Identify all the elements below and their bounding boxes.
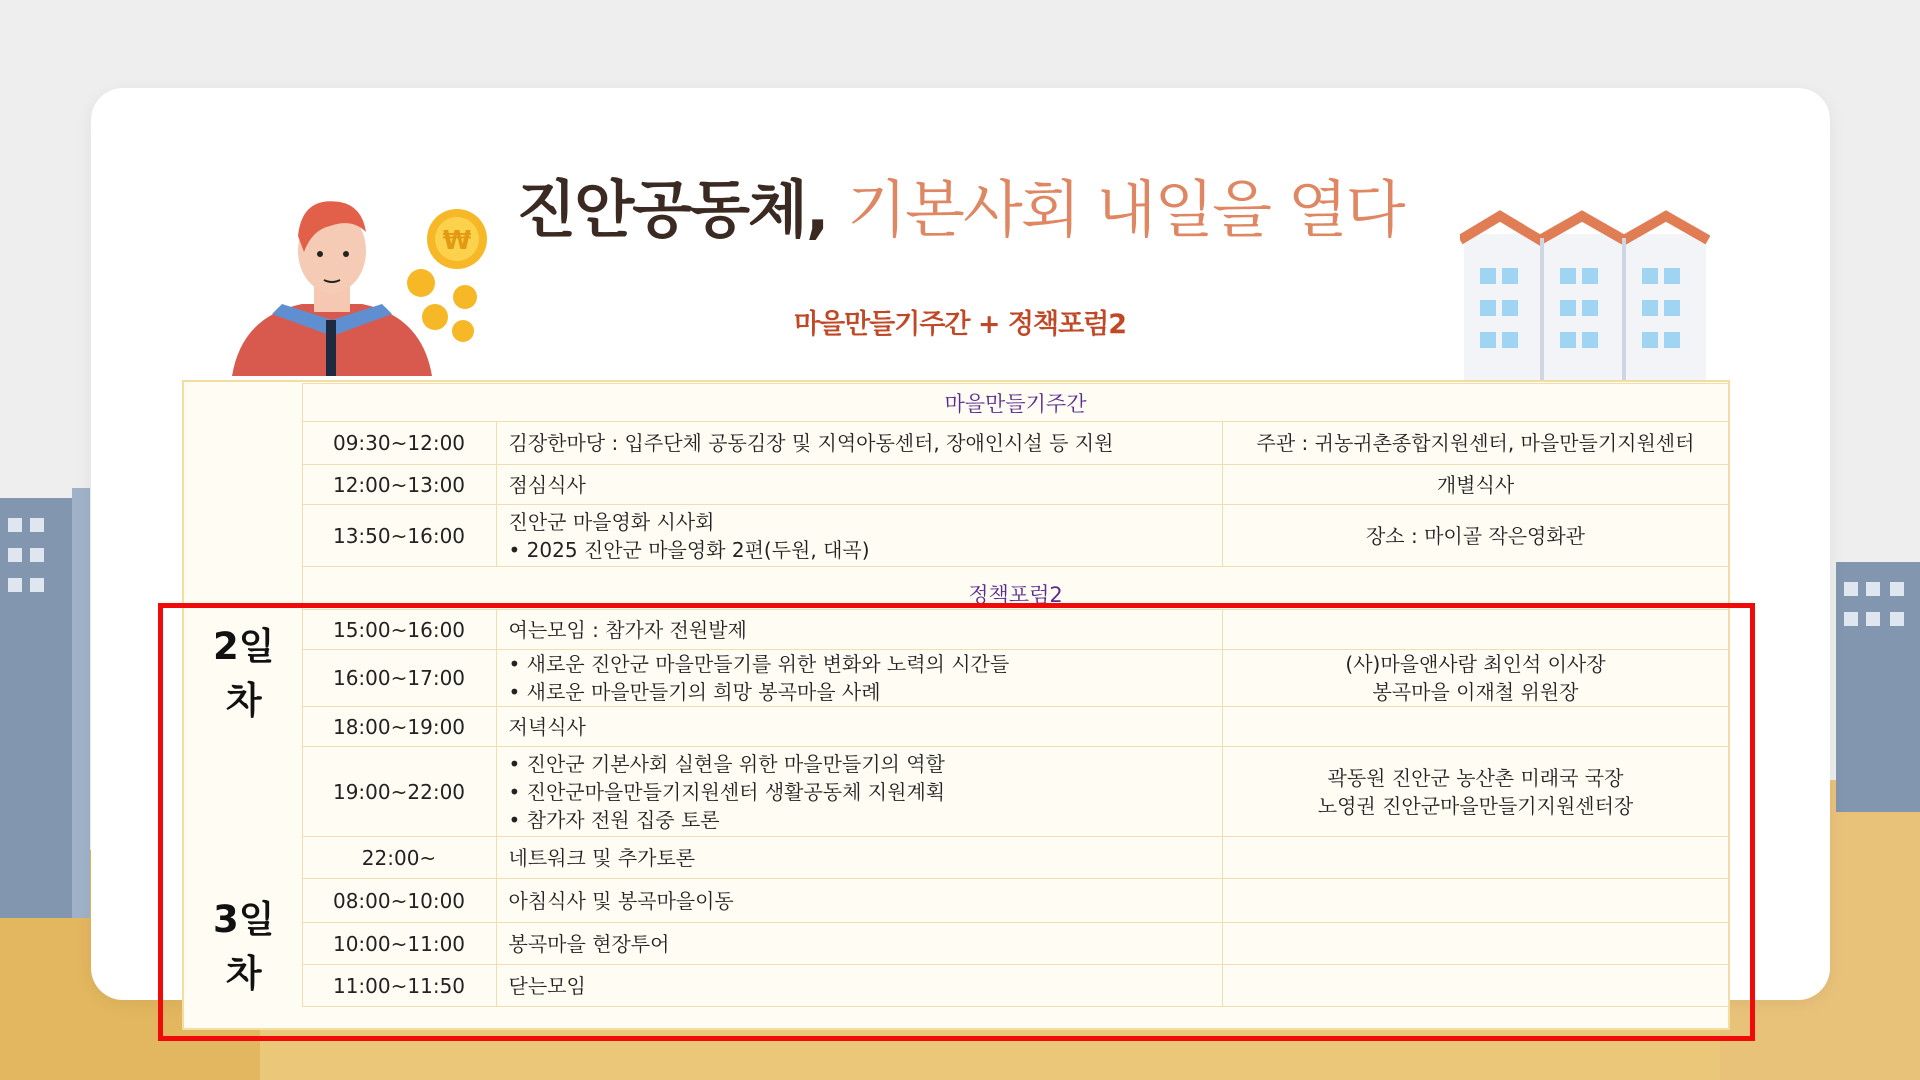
- time-cell: 12:00~13:00: [302, 465, 496, 505]
- cell-line: 봉곡마을 현장투어: [508, 931, 670, 956]
- note-cell: [1222, 879, 1729, 923]
- title-part2: 기본사회 내일을 열다: [847, 173, 1404, 246]
- program-cell: [496, 837, 1222, 879]
- time-cell: 18:00~19:00: [302, 707, 496, 747]
- time-cell: 13:50~16:00: [302, 505, 496, 567]
- day-label-day3: 3일차: [186, 879, 302, 1007]
- cell-line: 저녁식사: [508, 714, 586, 739]
- note-cell: [1222, 505, 1729, 567]
- note-cell: [1222, 650, 1729, 707]
- program-cell: [496, 747, 1222, 837]
- poster-title: [0, 160, 1920, 249]
- section-row-week: [186, 384, 1729, 422]
- left-building-decoration: [0, 498, 72, 918]
- table-row: [186, 465, 1729, 505]
- time-cell: 10:00~11:00: [302, 923, 496, 965]
- cell-line: 닫는모임: [508, 973, 586, 998]
- note-cell: [1222, 837, 1729, 879]
- note-cell: [1222, 465, 1729, 505]
- cell-line: (사)마을앤사람 최인석 이사장: [1345, 652, 1606, 676]
- time-cell: 11:00~11:50: [302, 965, 496, 1007]
- time-cell: 22:00~: [302, 837, 496, 879]
- cell-line: 점심식사: [508, 472, 586, 497]
- program-cell: [496, 610, 1222, 650]
- time-cell: 19:00~22:00: [302, 747, 496, 837]
- note-cell: [1222, 610, 1729, 650]
- program-cell: [496, 923, 1222, 965]
- day-label-day2: 2일차: [186, 610, 302, 879]
- svg-text:₩: ₩: [442, 226, 472, 256]
- table-row: [186, 610, 1729, 650]
- cell-line: • 진안군마을만들기지원센터 생활공동체 지원계획: [508, 779, 946, 804]
- section-row-forum: [186, 567, 1729, 610]
- left-building-tall: [72, 488, 90, 918]
- program-cell: [496, 505, 1222, 567]
- cell-line: 노영권 진안군마을만들기지원센터장: [1317, 793, 1634, 818]
- note-cell: [1222, 965, 1729, 1007]
- cell-line: • 새로운 진안군 마을만들기를 위한 변화와 노력의 시간들: [508, 652, 1010, 676]
- time-cell: 08:00~10:00: [302, 879, 496, 923]
- table-row: [186, 837, 1729, 879]
- cell-line: 진안군 마을영화 시사회: [508, 509, 715, 534]
- table-row: [186, 707, 1729, 747]
- time-cell: 09:30~12:00: [302, 422, 496, 465]
- note-cell: [1222, 923, 1729, 965]
- cell-line: • 2025 진안군 마을영화 2편(두원, 대곡): [508, 537, 870, 562]
- program-cell: [496, 707, 1222, 747]
- program-cell: [496, 965, 1222, 1007]
- note-cell: [1222, 422, 1729, 465]
- table-row: [186, 923, 1729, 965]
- poster-subtitle: 마을만들기주간 + 정책포럼2: [793, 309, 1127, 340]
- time-cell: 16:00~17:00: [302, 650, 496, 707]
- cell-line: 주관 : 귀농귀촌종합지원센터, 마을만들기지원센터: [1256, 431, 1695, 455]
- table-row: [186, 650, 1729, 707]
- table-row: [186, 422, 1729, 465]
- cell-line: 봉곡마을 이재철 위원장: [1372, 680, 1579, 704]
- right-building-decoration: [1836, 562, 1920, 812]
- cell-line: • 진안군 기본사회 실현을 위한 마을만들기의 역할: [508, 751, 945, 776]
- program-cell: [496, 650, 1222, 707]
- title-part1: 진안공동체,: [516, 173, 828, 246]
- note-cell: [1222, 707, 1729, 747]
- note-cell: [1222, 747, 1729, 837]
- time-cell: 15:00~16:00: [302, 610, 496, 650]
- program-cell: [496, 465, 1222, 505]
- cell-line: • 참가자 전원 집중 토론: [508, 807, 720, 832]
- table-row: [186, 505, 1729, 567]
- program-cell: [496, 879, 1222, 923]
- day-blank: [186, 384, 302, 610]
- table-row: [186, 879, 1729, 923]
- section-header: 마을만들기주간: [302, 384, 1729, 422]
- cell-line: • 새로운 마을만들기의 희망 봉곡마을 사례: [508, 680, 881, 704]
- cell-line: 장소 : 마이골 작은영화관: [1365, 523, 1585, 548]
- cell-line: 아침식사 및 봉곡마을이동: [508, 888, 734, 913]
- cell-line: 김장한마당 : 입주단체 공동김장 및 지역아동센터, 장애인시설 등 지원: [508, 431, 1114, 455]
- table-row: [186, 747, 1729, 837]
- cell-line: 개별식사: [1436, 472, 1515, 497]
- cell-line: 여는모임 : 참가자 전원발제: [508, 617, 747, 642]
- cell-line: 네트워크 및 추가토론: [508, 845, 696, 870]
- section-header: 정책포럼2: [302, 567, 1729, 610]
- schedule-table: [186, 383, 1730, 1007]
- program-cell: [496, 422, 1222, 465]
- cell-line: 곽동원 진안군 농산촌 미래국 국장: [1327, 765, 1624, 790]
- table-row: [186, 965, 1729, 1007]
